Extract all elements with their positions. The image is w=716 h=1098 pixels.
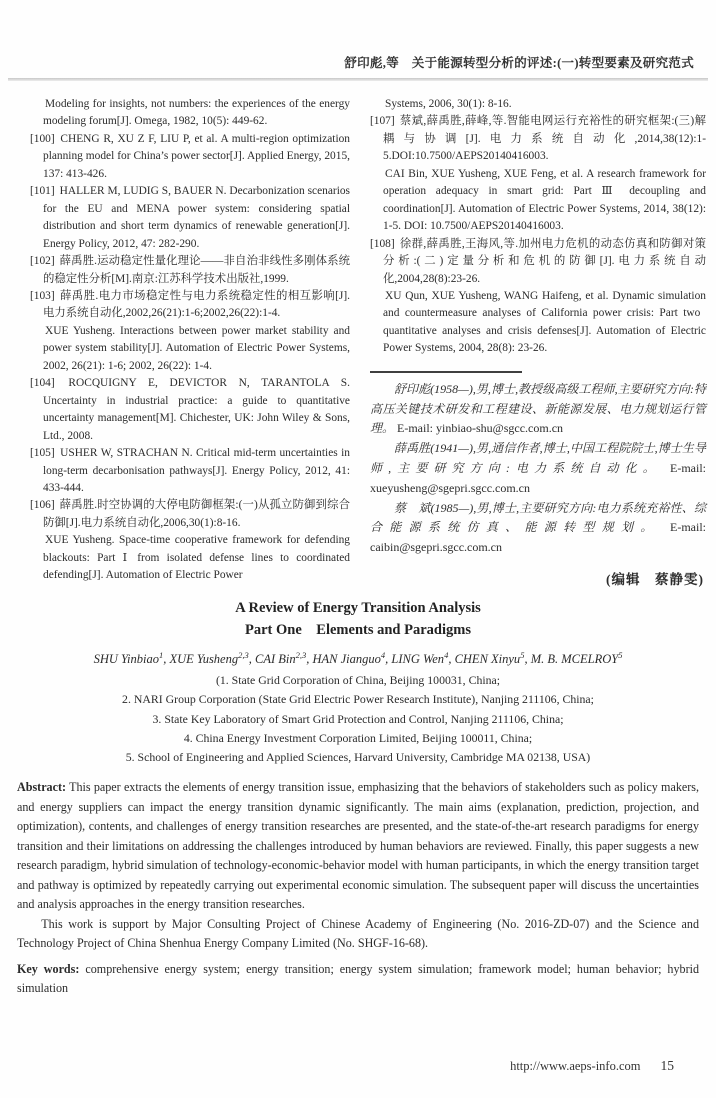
author-separator: , (524, 652, 531, 667)
reference-text: 薛禹胜.时空协调的大停电防御框架:(一)从孤立防御到综合防御[J].电力系统自动化,2006,30(1):8-16. (43, 499, 350, 529)
reference-text: XUE Yusheng. Space-time cooperative framework for defending blackouts: Part Ⅰ from isolated defense lines to coordinated defending[J]. Automation of Electric Power (43, 534, 350, 582)
reference-text: XU Qun, XUE Yusheng, WANG Haifeng, et al. Dynamic simulation and countermeasure analyses of California power crisis: Part two quantitative analyses and crisis defenses[J]. Automation of Electric Power Systems, 2004, 28(8): 23-26. (383, 289, 706, 355)
author-affiliation-sup: 1 (158, 650, 164, 660)
reference-number: [100] (30, 132, 55, 145)
running-title: 舒印彪,等 关于能源转型分析的评述:(一)转型要素及研究范式 (344, 56, 694, 70)
reference-item (30, 445, 350, 497)
keywords (17, 960, 699, 999)
reference-text: HALLER M, LUDIG S, BAUER N. Decarbonization scenarios for the EU and MENA power system: considering spatial distribution and short term dynamics of renewable generation[J]. Energy Policy, 2012, 47: 282-290. (43, 185, 350, 250)
reference-text: ROCQUIGNY E, DEVICTOR N, TARANTOLA S. Uncertainty in industrial practice: a guide to quantitative uncertainty management[M]. Chichester, UK: John Wiley & Sons, Ltd., 2008. (43, 377, 350, 442)
references-right-column (370, 96, 706, 588)
affiliation-line: 5. School of Engineering and Applied Sciences, Harvard University, Cambridge MA 02138, USA) (125, 749, 591, 764)
author-separator: , (385, 652, 392, 667)
author-affiliation-sup: 2,3 (238, 650, 249, 660)
reference-item (370, 236, 706, 288)
author-name: LING Wen$^4$, (391, 650, 455, 667)
author-bio (370, 439, 706, 498)
reference-text: XUE Yusheng. Interactions between power market stability and power system stability[J]. Automation of Electric Power Systems, 2002, 26(21): 1-6; 2002, 26(22): 1-4. (43, 324, 350, 372)
author-separator: , (163, 652, 170, 667)
running-header (20, 53, 694, 71)
reference-number: [103] (30, 289, 55, 302)
affiliation-line: 3. State Key Laboratory of Smart Grid Protection and Control, Nanjing 211106, China; (152, 711, 564, 726)
affiliations (17, 671, 699, 767)
author-name: M. B. MCELROY$^5$ (530, 650, 623, 667)
reference-number: [106] (30, 499, 55, 512)
reference-number: [107] (370, 115, 395, 128)
bio-text: 舒印彪(1958—),男,博士,教授级高级工程师,主要研究方向:特高压关键技术研发和工程建设、新能源发展、电力规划运行管理。 (370, 381, 706, 436)
reference-item (30, 183, 350, 253)
reference-text: 薛禹胜.运动稳定性量化理论——非自治非线性多刚体系统的稳定性分析[M].南京:江苏科学技术出版社,1999. (43, 255, 350, 285)
author-biographies (370, 380, 706, 558)
author-name: CAI Bin$^{2,3}$, (254, 650, 313, 667)
page-footer (510, 1058, 674, 1074)
editor-note: (编辑 蔡静雯) (606, 571, 704, 587)
author-affiliation-sup: 4 (380, 650, 386, 660)
author-name: HAN Jianguo$^4$, (312, 650, 392, 667)
reference-number: [104] (30, 377, 55, 390)
journal-url: http://www.aeps-info.com (510, 1059, 641, 1073)
bio-email-label: E-mail: (670, 460, 707, 475)
reference-number: [102] (30, 255, 55, 268)
abstract-label: Abstract: (17, 780, 67, 795)
reference-item (30, 288, 350, 323)
affiliation-line: 4. China Energy Investment Corporation Limited, Beijing 100011, China; (183, 730, 533, 745)
author-affiliation-sup: 4 (444, 650, 449, 660)
author-name: CHEN Xinyu$^5$, (454, 650, 531, 667)
reference-item (30, 96, 350, 131)
author-line (17, 650, 699, 667)
reference-item (30, 375, 350, 445)
references-section (30, 96, 706, 588)
reference-text: USHER W, STRACHAN N. Critical mid-term uncertainties in long-term decarbonisation pathways[J]. Energy Policy, 2012, 41: 433-444. (43, 447, 350, 494)
reference-item (30, 253, 350, 288)
reference-number: [105] (30, 447, 55, 460)
author-bio (370, 380, 706, 439)
author-separator: , (248, 652, 255, 667)
header-rule (8, 78, 708, 81)
biography-divider (370, 371, 522, 373)
affiliation-line: 2. NARI Group Corporation (State Grid Electric Power Research Institute), Nanjing 211106, China; (122, 692, 594, 707)
author-separator: , (306, 652, 313, 667)
bio-email: xueyusheng@sgepri.sgcc.com.cn (370, 480, 531, 495)
keywords-text: comprehensive energy system; energy transition; energy system simulation; framework model; human behavior; hybrid simulation (17, 961, 700, 996)
reference-text: Modeling for insights, not numbers: the experiences of the energy modeling forum[J]. Omega, 1982, 10(5): 449-62. (43, 98, 350, 128)
english-section (17, 597, 699, 999)
author-separator: , (448, 652, 455, 667)
reference-text: 蔡斌,薛禹胜,薛峰,等.智能电网运行充裕性的研究框架:(三)解耦与协调[J].电力系统自动化,2014,38(12):1-5.DOI:10.7500/AEPS20140416003. (383, 115, 706, 163)
page-number: 15 (660, 1058, 674, 1073)
reference-number: [108] (370, 237, 395, 250)
english-title-line2: Part One Elements and Paradigms (245, 622, 471, 638)
reference-item (30, 131, 350, 183)
bio-email-label: E-mail: (397, 421, 434, 436)
reference-item (30, 323, 350, 375)
funding-note: This work is support by Major Consulting Project of Chinese Academy of Engineering (No. 2016-ZD-07) and the Science and Technology Project of China Shenhua Energy Company Limited (No. SHGF-16-68). (17, 916, 699, 951)
bio-email-label: E-mail: (670, 520, 706, 535)
author-affiliation-sup: 2,3 (295, 650, 307, 660)
reference-text: Systems, 2006, 30(1): 8-16. (385, 98, 512, 110)
reference-text: CHENG R, XU Z F, LIU P, et al. A multi-region optimization planning model for China’s power sector[J]. Applied Energy, 2015, 137: 413-426. (43, 132, 350, 180)
reference-item (370, 113, 706, 165)
reference-number: [101] (30, 185, 55, 198)
affiliation-line: (1. State Grid Corporation of China, Beijing 100031, China; (215, 673, 501, 688)
author-name: XUE Yusheng$^{2,3}$, (169, 650, 255, 667)
reference-item (30, 532, 350, 584)
author-bio (370, 499, 706, 558)
reference-text: 薛禹胜.电力市场稳定性与电力系统稳定性的相互影响[J].电力系统自动化,2002,26(21):1-6;2002,26(22):1-4. (43, 289, 350, 320)
reference-text: CAI Bin, XUE Yusheng, XUE Feng, et al. A research framework for operation adequacy in smart grid: Part Ⅲ decoupling and coordination[J]. Automation of Electric Power Systems, 2014, 38(12): 1-5. DOI: 10.7500/AEPS20140416003. (383, 167, 706, 233)
abstract (17, 778, 699, 915)
bio-text: 蔡 斌(1985—),男,博士,主要研究方向:电力系统充裕性、综合能源系统仿真、能源转型规划。 (370, 500, 706, 535)
bio-text: 薛禹胜(1941—),男,通信作者,博士,中国工程院院士,博士生导师,主要研究方向:电力系统自动化。 (370, 441, 706, 475)
author-name: SHU Yinbiao$^1$, (93, 650, 170, 667)
reference-text: 徐群,薛禹胜,王海风,等.加州电力危机的动态仿真和防御对策分析:(二)定量分析和危机的防御[J].电力系统自动化,2004,28(8):23-26. (383, 237, 706, 285)
reference-item (30, 497, 350, 532)
author-affiliation-sup: 5 (618, 650, 623, 660)
reference-item (370, 166, 706, 236)
english-title-line1: A Review of Energy Transition Analysis (235, 600, 481, 616)
references-right-list (370, 96, 706, 358)
author-affiliation-sup: 5 (520, 650, 525, 660)
abstract-text: This paper extracts the elements of energy transition issue, emphasizing that the behaviors of stakeholders such as policy makers, and energy suppliers can impact the energy transition dynamic significantly. The main aims (explanation, prediction, projection, and optimization), contents, and challenges of energy transition researches are presented, and the state-of-the-art research paradigms for energy transition and their limitations on addressing the challenges introduced by human behaviors are reviewed. Finally, this paper suggests a new research paradigm, hybrid simulation of technology-economic-behavior model with human participants, in which the energy transition target and pathway is optimized by repeatedly carrying out experimental economic simulation. The subsequent paper will discuss the uncertainties and analysis approaches in the energy transition researches. (17, 780, 699, 912)
bio-email: caibin@sgepri.sgcc.com.cn (370, 540, 503, 555)
keywords-label: Key words: (17, 961, 80, 976)
reference-item (370, 288, 706, 358)
reference-item (370, 96, 706, 113)
bio-email: yinbiao-shu@sgcc.com.cn (436, 421, 564, 436)
references-left-column (30, 96, 350, 588)
